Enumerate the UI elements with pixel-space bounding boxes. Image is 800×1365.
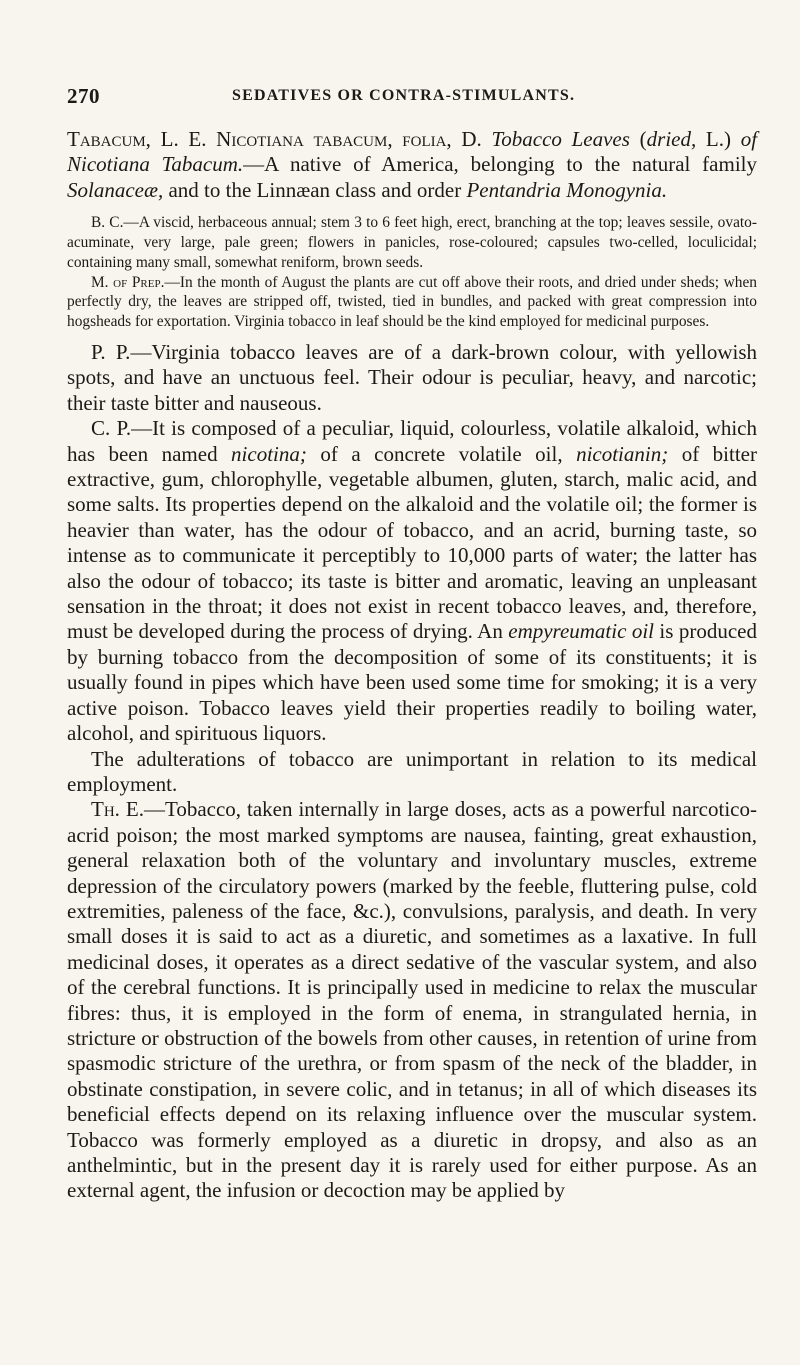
botanical-characters-paragraph (67, 213, 757, 272)
entry-heading-paragraph (67, 127, 757, 203)
adulterations-paragraph: The adulterations of tobacco are unimportant in relation to its medical employment. (67, 746, 757, 796)
cp-text: is produced by burning tobacco from the decomposition of some of its constituents; it is usually found in pipes which have been used some time for smoking; it is a very active poison. Tobacco leaves yield their properties readily to boiling water, alcohol, and spirituous liquors. (67, 619, 757, 746)
family-name: Solanaceæ, (67, 177, 164, 202)
linnaean-class: Pentandria Monogynia. (466, 177, 668, 202)
pp-label: P. P. (91, 340, 131, 364)
text-run: and to the Linnæan class and order (163, 177, 467, 202)
cp-text: of bitter extractive, gum, chlorophylle, vegetable albumen, gluten, starch, malic acid, and some salts. Its properties depend on the alkaloid and the volatile oil; the former is heavier than water, has the odour of tobacco, and an acrid, burning taste, so intense as to communicate it perceptibly to 10,000 parts of water; the latter has also the odour of tobacco; its taste is bitter and aromatic, leaving an unpleasant sensation in the throat; it does not exist in recent tobacco leaves, and, therefore, must be developed during the process of drying. An (67, 441, 757, 644)
spacer (206, 127, 216, 151)
page-header (67, 84, 757, 110)
pp-text: —Virginia tobacco leaves are of a dark-brown colour, with yellowish spots, and have an unctuous feel. Their odour is peculiar, heavy, and narcotic; their taste bitter and nauseous. (67, 340, 758, 415)
therapeutic-effects-paragraph (67, 797, 757, 1204)
page-body (67, 127, 757, 1204)
nicotina-term: nicotina; (231, 441, 307, 466)
english-name: Tobacco (491, 127, 562, 151)
nicotianin-term: nicotianin; (576, 441, 669, 466)
page-number: 270 (67, 84, 100, 108)
th-label: Th. E. (91, 797, 144, 822)
latin-name-dublin: Nicotiana tabacum, folia, D. (216, 127, 482, 151)
text-run: ( (629, 127, 647, 151)
chemical-properties-paragraph (67, 416, 757, 746)
spacer (67, 332, 757, 340)
th-text: —Tobacco, taken internally in large doses, acts as a powerful narcotico-acrid poison; the most marked symptoms are nausea, fainting, great exhaustion, general relaxation both of the voluntary and involuntary muscles, extreme depression of the circulatory powers (marked by the feeble, fluttering pulse, cold extremities, paleness of the face, &c.), convulsions, paralysis, and death. In very small doses it is said to act as a diuretic, and sometimes as a laxative. In full medicinal doses, it operates as a direct sedative of the vascular system, and also of the cerebral functions. It is principally used in medicine to relax the muscular fibres: thus, it is employed in the form of enema, in strangulated hernia, in stricture or obstruction of the bowels from other causes, in retention of urine from spasmodic stricture of the urethra, or from spasm of the neck of the bladder, in obstinate constipation, in severe colic, and in tetanus; in all of which diseases its beneficial effects depend on its relaxing influence over the muscular system. Tobacco was formerly employed as a diuretic in dropsy, and also as an anthelmintic, but in the present day it is rarely used for either purpose. As an external agent, the infusion or decoction may be applied by (67, 797, 757, 1203)
running-title: SEDATIVES OR CONTRA-STIMULANTS. (232, 87, 576, 104)
spacer (67, 203, 757, 213)
leaves-label: Leaves (571, 127, 630, 151)
cp-text: of a concrete volatile oil, (306, 441, 577, 466)
mprep-text: —In the month of August the plants are cut off above their roots, and dried under sheds; when perfectly dry, the leaves are stripped off, twisted, tied in bundles, and packed with great compression into hogsheads for exportation. Virginia tobacco in leaf should be the kind employed for medicinal purposes. (67, 273, 757, 331)
species-name: of Nicotiana Tabacum. (67, 127, 758, 177)
dried-label: dried, (646, 127, 697, 151)
empyreumatic-oil-term: empyreumatic oil (508, 619, 655, 644)
latin-name-london: Tabacum, L. E. (67, 127, 207, 151)
text-run: L.) (696, 127, 741, 151)
physical-properties-paragraph (67, 340, 757, 416)
bc-label: B. C. (91, 214, 124, 232)
mode-of-preparation-paragraph (67, 273, 757, 332)
cp-text: —It is composed of a peculiar, liquid, colourless, volatile alkaloid, which has been named (67, 416, 758, 466)
cp-label: C. P. (91, 416, 132, 441)
mprep-label: M. of Prep. (91, 273, 165, 291)
text-run: —A native of America, belonging to the natural family (243, 152, 757, 177)
spacer (482, 127, 492, 151)
bc-text: —A viscid, herbaceous annual; stem 3 to 6 feet high, erect, branching at the top; leaves sessile, ovato-acuminate, very large, pale green; flowers in panicles, rose-coloured; capsules two-celled, loculicidal; containing many small, somewhat reniform, brown seeds. (67, 214, 757, 271)
spacer (562, 127, 572, 151)
